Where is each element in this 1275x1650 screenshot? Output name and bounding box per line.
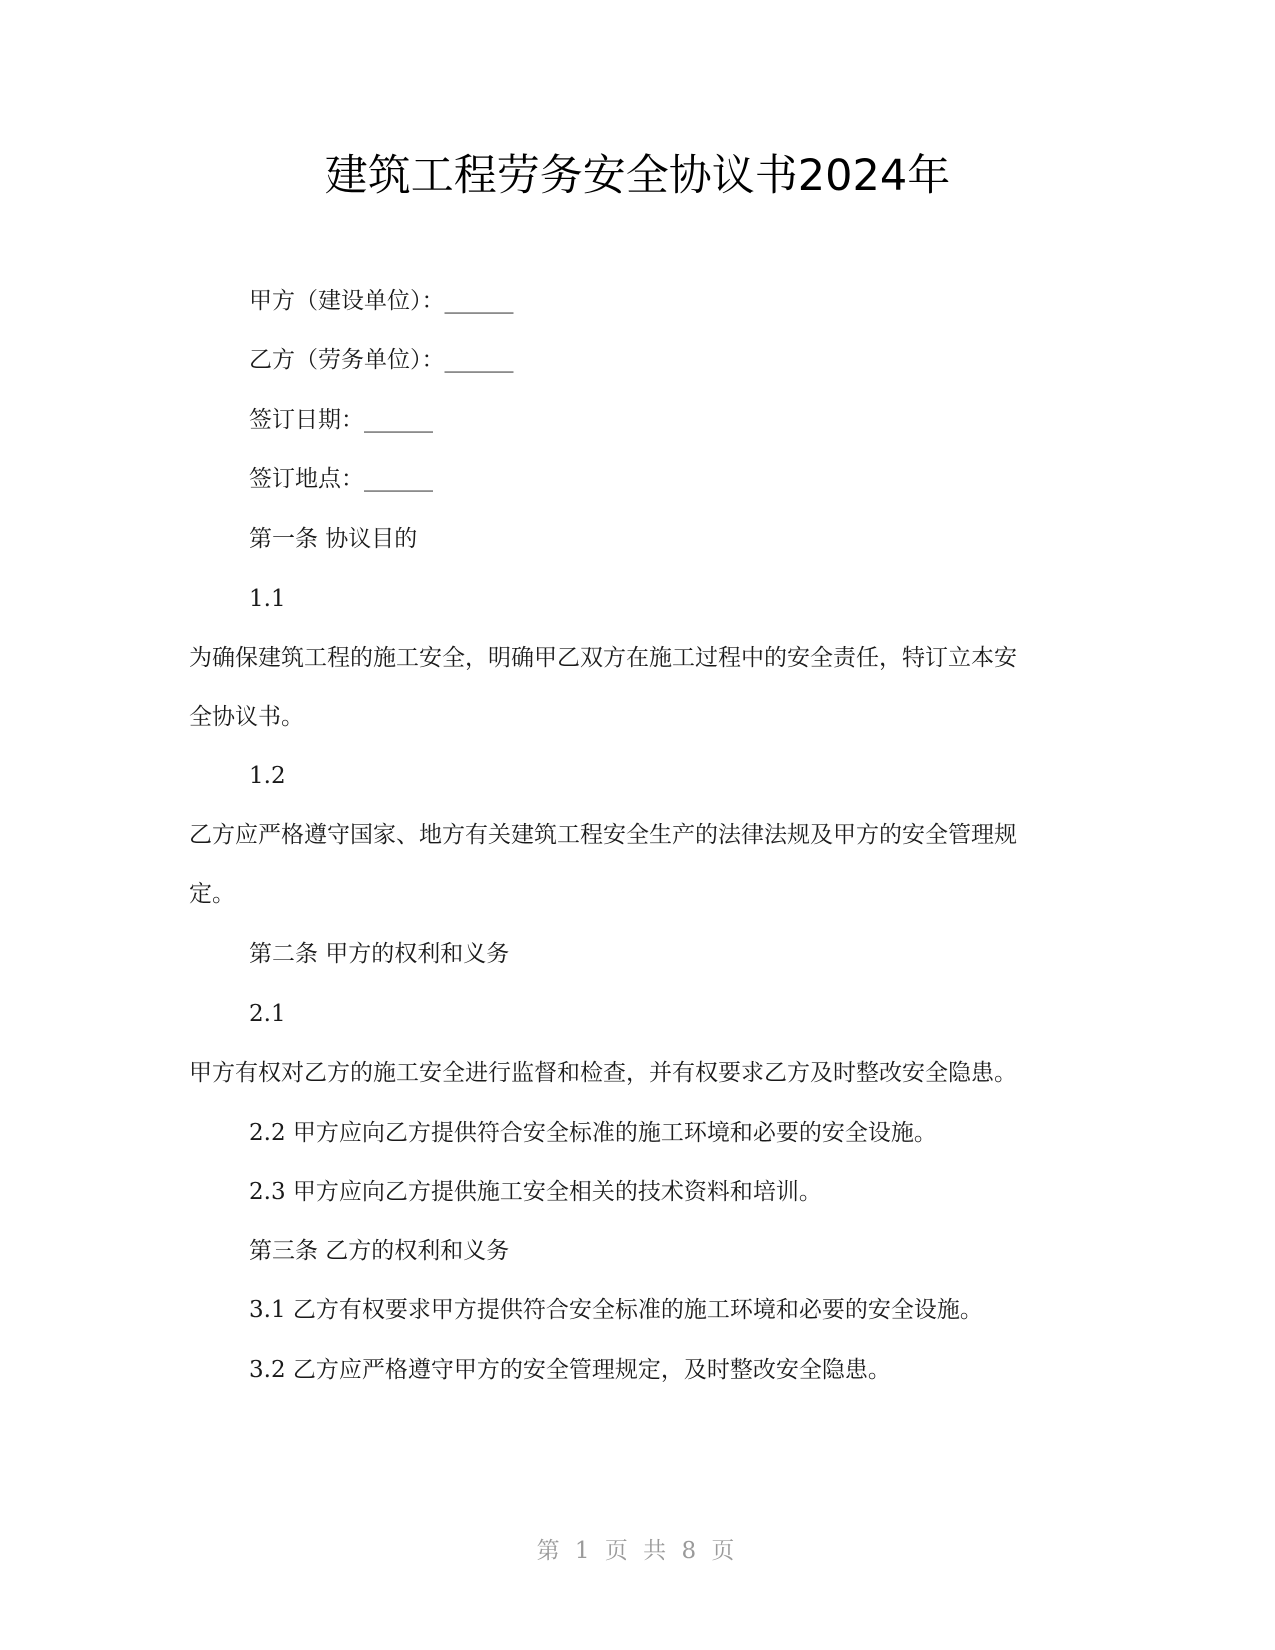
clause-line: 2.2 甲方应向乙方提供符合安全标准的施工环境和必要的安全设施。	[249, 1120, 937, 1146]
clause-number: 1.2	[249, 763, 286, 789]
paragraph-line: 甲方有权对乙方的施工安全进行监督和检查，并有权要求乙方及时整改安全隐患。	[189, 1060, 1017, 1086]
clause-number: 1.1	[249, 586, 286, 612]
paragraph-line: 定。	[189, 881, 235, 907]
paragraph-line: 全协议书。	[189, 704, 304, 730]
page-footer: 第 1 页 共 8 页	[536, 1538, 739, 1564]
paragraph-line: 为确保建筑工程的施工安全，明确甲乙双方在施工过程中的安全责任，特订立本安	[189, 645, 1017, 671]
document-title: 建筑工程劳务安全协议书2024年	[324, 151, 951, 201]
signing-place-line: 签订地点：______	[249, 466, 433, 492]
party-a-line: 甲方（建设单位）：______	[249, 288, 514, 314]
clause-number: 2.1	[249, 1001, 286, 1027]
paragraph-line: 乙方应严格遵守国家、地方有关建筑工程安全生产的法律法规及甲方的安全管理规	[189, 822, 1017, 848]
clause-line: 3.2 乙方应严格遵守甲方的安全管理规定，及时整改安全隐患。	[249, 1357, 891, 1383]
article-1-heading: 第一条 协议目的	[249, 526, 418, 552]
clause-line: 3.1 乙方有权要求甲方提供符合安全标准的施工环境和必要的安全设施。	[249, 1297, 983, 1323]
article-3-heading: 第三条 乙方的权利和义务	[249, 1238, 510, 1264]
clause-line: 2.3 甲方应向乙方提供施工安全相关的技术资料和培训。	[249, 1179, 822, 1205]
signing-date-line: 签订日期：______	[249, 407, 433, 433]
article-2-heading: 第二条 甲方的权利和义务	[249, 941, 510, 967]
party-b-line: 乙方（劳务单位）：______	[249, 347, 514, 373]
